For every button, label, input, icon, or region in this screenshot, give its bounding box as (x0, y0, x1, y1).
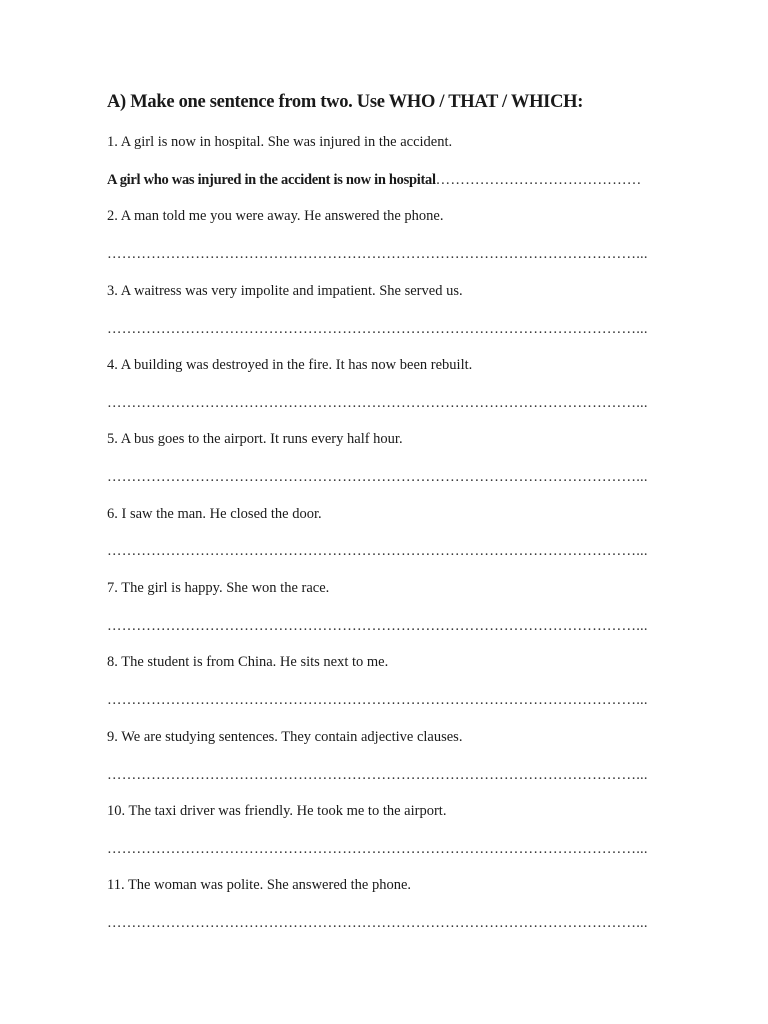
question-7: 7. The girl is happy. She won the race. (107, 580, 330, 596)
example-answer-dots: …………………………………… (435, 172, 642, 188)
question-5: 5. A bus goes to the airport. It runs every half hour. (107, 431, 403, 447)
answer-line-6[interactable]: ………………………………………………………………………………………………... (107, 543, 648, 559)
question-9: 9. We are studying sentences. They contain adjective clauses. (107, 729, 463, 745)
question-2: 2. A man told me you were away. He answered the phone. (107, 208, 444, 224)
answer-line-3[interactable]: ………………………………………………………………………………………………... (107, 321, 648, 337)
answer-line-2[interactable]: ………………………………………………………………………………………………... (107, 246, 648, 262)
example-question: 1. A girl is now in hospital. She was injured in the accident. (107, 134, 453, 150)
answer-line-9[interactable]: ………………………………………………………………………………………………... (107, 767, 648, 783)
worksheet-title: A) Make one sentence from two. Use WHO / THAT / WHICH: (107, 92, 584, 112)
example-answer-text: A girl who was injured in the accident is now in hospital (107, 172, 436, 188)
question-4: 4. A building was destroyed in the fire. It has now been rebuilt. (107, 357, 473, 373)
answer-line-10[interactable]: ………………………………………………………………………………………………... (107, 841, 648, 857)
answer-line-11[interactable]: ………………………………………………………………………………………………... (107, 915, 648, 931)
answer-line-4[interactable]: ………………………………………………………………………………………………... (107, 395, 648, 411)
answer-line-7[interactable]: ………………………………………………………………………………………………... (107, 618, 648, 634)
question-8: 8. The student is from China. He sits next to me. (107, 654, 389, 670)
question-6: 6. I saw the man. He closed the door. (107, 506, 322, 522)
question-3: 3. A waitress was very impolite and impatient. She served us. (107, 283, 463, 299)
question-11: 11. The woman was polite. She answered the phone. (107, 877, 412, 893)
answer-line-8[interactable]: ………………………………………………………………………………………………... (107, 692, 648, 708)
example-answer (107, 172, 660, 189)
answer-line-5[interactable]: ………………………………………………………………………………………………... (107, 469, 648, 485)
question-10: 10. The taxi driver was friendly. He took me to the airport. (107, 803, 447, 819)
